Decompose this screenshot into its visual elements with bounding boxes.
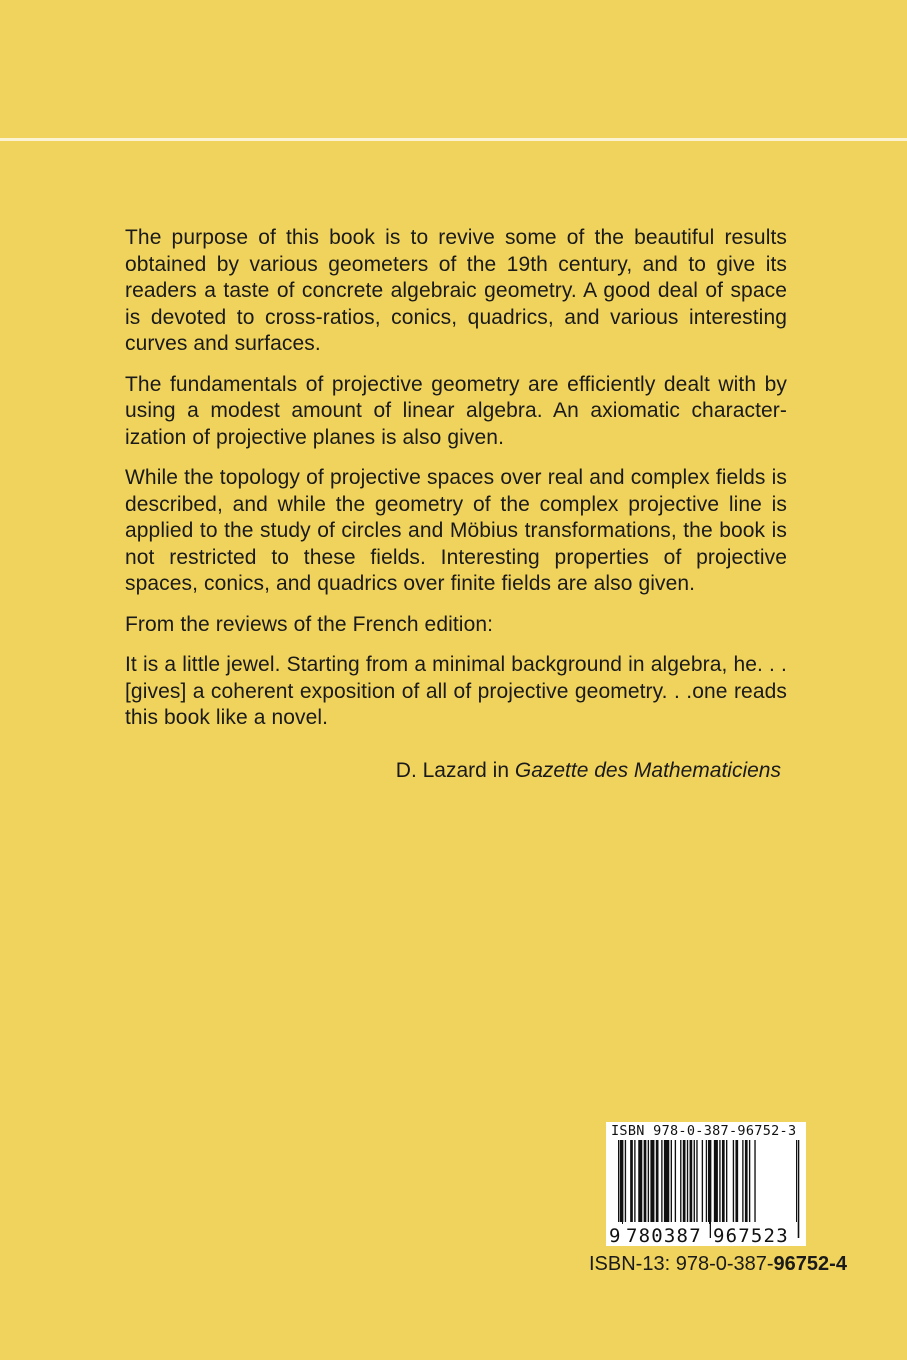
barcode-bar	[687, 1140, 688, 1224]
barcode-isbn-text: ISBN 978-0-387-96752-3	[611, 1123, 797, 1139]
barcode-bar	[648, 1140, 649, 1224]
barcode-bar	[745, 1140, 748, 1224]
attribution-author: D. Lazard in	[395, 759, 510, 782]
isbn-barcode	[606, 1122, 806, 1246]
barcode-bar	[625, 1140, 626, 1224]
barcode-bar	[638, 1140, 642, 1224]
barcode-bar	[696, 1140, 697, 1224]
barcode-bar	[630, 1140, 633, 1224]
review-quote: It is a little jewel. Starting from a minimal background in algebra, he. . . [gives] a coherent exposition of all of projective geometry. . .one reads this book like a novel.	[125, 653, 787, 729]
barcode-bar	[680, 1140, 681, 1224]
barcode-digits-right: 967523	[713, 1225, 789, 1246]
barcode-bar	[683, 1140, 686, 1224]
barcode-bar	[644, 1140, 647, 1224]
top-divider-line	[0, 138, 907, 141]
barcode-bar	[754, 1140, 755, 1224]
barcode-digit-lead: 9	[609, 1225, 621, 1246]
book-description	[125, 225, 787, 746]
barcode-bar	[656, 1140, 659, 1224]
barcode-bar	[634, 1140, 635, 1224]
barcode-bar	[675, 1140, 676, 1224]
barcode-bar	[671, 1140, 672, 1224]
barcode-bar	[694, 1140, 695, 1224]
barcode-graphic	[606, 1122, 806, 1246]
barcode-bar	[722, 1140, 725, 1224]
barcode-bar	[706, 1140, 707, 1224]
barcode-bar	[749, 1140, 750, 1224]
description-paragraph-1: The purpose of this book is to revive some of the beautiful results obtained by various geometers of the 19th century, and to give its readers a taste of concrete algebraic geometry. A good deal of space is devoted to cross-ratios, conics, quadrics, and various interesting curves and surfaces.	[125, 226, 787, 355]
barcode-bar	[664, 1140, 669, 1224]
barcode-bar	[719, 1140, 720, 1224]
barcode-digits-left: 780387	[626, 1225, 702, 1246]
isbn-13-label	[589, 1252, 857, 1276]
barcode-bar	[735, 1140, 738, 1224]
attribution-source: Gazette des Mathematiciens	[514, 759, 781, 782]
barcode-bar	[733, 1140, 734, 1224]
barcode-bar	[690, 1140, 693, 1224]
review-attribution	[125, 758, 781, 784]
barcode-bar	[714, 1140, 718, 1224]
barcode-bar	[742, 1140, 743, 1224]
barcode-bar	[702, 1140, 703, 1224]
barcode-bar	[650, 1140, 654, 1224]
isbn-13-bold: 96752-4	[773, 1253, 847, 1275]
isbn-13-prefix: ISBN-13: 978-0-387-	[589, 1253, 774, 1275]
barcode-guard-bar	[798, 1140, 799, 1238]
description-paragraph-2: The fundamentals of projective geometry are efficiently dealt with by using a modest amount of linear algebra. An axiomatic character-ization of projective planes is also given.	[125, 372, 787, 449]
barcode-bar	[661, 1140, 662, 1224]
reviews-heading: From the reviews of the French edition:	[125, 612, 494, 636]
description-paragraph-3: While the topology of projective spaces over real and complex fields is described, and while the geometry of the complex projective line is applied to the study of circles and Möbius transformations, the book is not restricted to these fields. Interesting properties of projective spaces, conics, and quadrics over finite fields are also given.	[125, 466, 787, 595]
barcode-bar	[726, 1140, 727, 1224]
